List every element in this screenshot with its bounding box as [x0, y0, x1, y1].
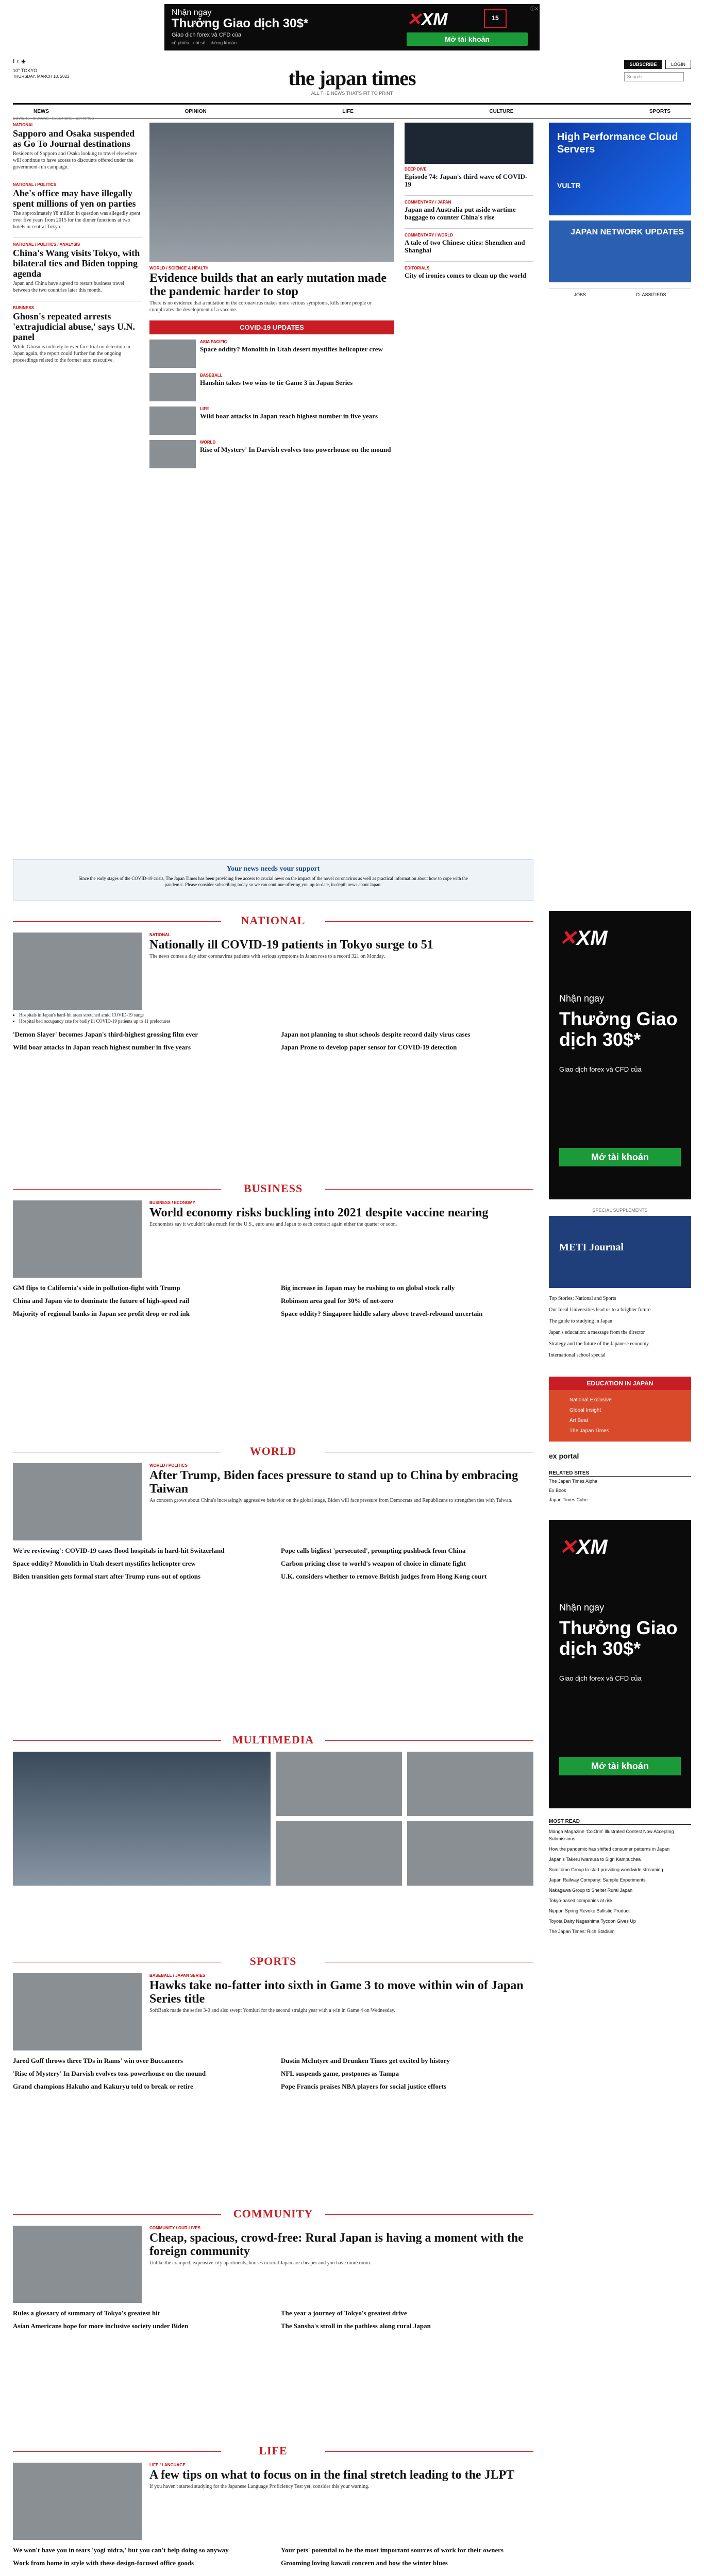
story-kicker: COMMENTARY / WORLD — [405, 233, 454, 238]
story-dek: Japan and China have agreed to restart business travel between the two countries later this month. — [13, 281, 125, 293]
sports-lead[interactable] — [13, 1973, 533, 2050]
business-section — [13, 1179, 533, 1317]
story-image[interactable] — [13, 1200, 142, 1278]
story-title[interactable]: Hanshin takes two wins to tie Game 3 in Japan Series — [200, 379, 353, 386]
story-title[interactable]: Biden transition gets formal start after Trump runs out of options — [13, 1572, 200, 1580]
story-kicker: NATIONAL / POLITICS / ANALYSIS — [13, 242, 80, 247]
story-dek: SoftBank made the series 3-0 and also swept Yomiuri for the second straight year with a win in Game 4 on Wednesday. — [149, 2008, 395, 2013]
video-thumb[interactable] — [276, 1752, 402, 1816]
most-read-link[interactable]: The Japan Times: Rich Stadium — [549, 1929, 615, 1934]
story-title[interactable]: Abe's office may have illegally spent millions of yen on parties — [13, 188, 136, 209]
sidebar-ad-line2: Thưởng Giao dịch 30$* — [559, 1617, 678, 1659]
story[interactable] — [13, 182, 142, 230]
story-title[interactable]: We won't have you in tears 'yogi nidra,' but you can't help doing so anyway — [13, 2546, 229, 2554]
jobs-tabs — [549, 289, 691, 297]
nav-opinion[interactable]: OPINION — [185, 108, 207, 114]
story[interactable] — [405, 167, 533, 188]
meti-journal-banner[interactable]: METI Journal — [549, 1216, 691, 1288]
related-sites-list — [549, 1477, 691, 1504]
sidebar-ad-line3: Giao dịch forex và CFD của — [559, 1674, 642, 1682]
story-title[interactable]: Dustin McIntyre and Drunken Times get excited by history — [281, 2057, 450, 2064]
story[interactable] — [13, 306, 142, 364]
education-link[interactable]: The Japan Times — [569, 1428, 609, 1434]
story-kicker: LIFE / LANGUAGE — [149, 2463, 186, 2467]
story-kicker: WORLD — [200, 440, 216, 445]
story-dek: While Ghosn is unlikely to ever face trial on detention in Japan again, the report could further fan the ongoing proceedings related to the former auto executive. — [13, 344, 130, 363]
login-button[interactable]: LOGIN — [665, 60, 691, 69]
related-site-link[interactable]: Ex Book — [549, 1488, 566, 1493]
tab-jobs[interactable]: JOBS — [574, 292, 586, 297]
story-kicker: ASIA PACIFIC — [200, 340, 227, 344]
story-kicker: LIFE — [200, 406, 209, 411]
special-supplements-label: SPECIAL SUPPLEMENTS — [592, 1208, 648, 1213]
sidebar-lower — [549, 911, 691, 1935]
story-kicker: WORLD / SCIENCE & HEALTH — [149, 266, 209, 270]
supplement-link[interactable]: Top Stories: National and Sports — [549, 1296, 616, 1301]
story-title[interactable]: GM flips to California's side in pollution-fight with Trump — [13, 1284, 180, 1292]
video-thumb[interactable] — [407, 1752, 533, 1816]
ad-banner[interactable] — [164, 4, 540, 50]
twitter-icon[interactable]: t — [17, 59, 19, 64]
story-kicker: COMMENTARY / JAPAN — [405, 200, 451, 205]
most-read-link[interactable]: Nakagawa Group to Shelter Rural Japan — [549, 1888, 633, 1893]
network-updates-banner[interactable]: JAPAN NETWORK UPDATES — [549, 221, 691, 282]
story-title[interactable]: Japan not planning to shut schools despite record daily virus cases — [281, 1030, 471, 1038]
support-body: Since the early stages of the COVID-19 crisis, The Japan Times has been providing free access to crucial news on the impact of the novel coronavirus as well as practical information about how to cope with the pandemic. Please consider subscribing today so we can continue offering you up-to-date, in-depth news about Japan. — [78, 876, 468, 887]
story-title[interactable]: A tale of two Chinese cities: Shenzhen and Shanghai — [405, 239, 525, 254]
life-grid — [13, 2546, 533, 2567]
story-title[interactable]: Wild boar attacks in Japan reach highest number in five years — [13, 1043, 191, 1051]
sub-story[interactable] — [149, 340, 394, 368]
section-title[interactable]: BUSINESS — [13, 1182, 533, 1195]
story-image[interactable] — [13, 1463, 142, 1540]
story-title[interactable]: Jared Goff throws three TDs in Rams' win over Buccaneers — [13, 2057, 183, 2064]
education-link[interactable]: Art Beat — [569, 1418, 589, 1423]
rss-icon[interactable]: ◉ — [21, 59, 26, 64]
related-link[interactable]: • Hospital bed occupancy rate for badly ill COVID-19 patients up to 11 prefectures — [19, 1018, 533, 1024]
tab-classifieds[interactable]: CLASSIFIEDS — [635, 292, 666, 297]
story-image[interactable] — [13, 1973, 142, 2050]
ad-line4: cổ phiếu · chỉ số · chứng khoán — [172, 40, 237, 45]
cloud-ad-title: High Performance Cloud Servers — [557, 131, 678, 155]
section-title[interactable]: COMMUNITY — [13, 2207, 533, 2221]
national-lead[interactable] — [13, 933, 533, 1010]
sub-stories — [149, 340, 394, 473]
sidebar-top — [549, 123, 691, 297]
world-grid — [13, 1547, 533, 1580]
sidebar-ad[interactable] — [549, 911, 691, 1199]
topic-ticker[interactable]: COVID-19 · UKRAINE · ELECTIONS · OLYMPICS — [13, 117, 94, 121]
ad-logo: ✕XM — [407, 10, 448, 29]
story-title[interactable]: Sapporo and Osaka suspended as Go To Journal destinations — [13, 128, 135, 149]
story-kicker: WORLD / POLITICS — [149, 1463, 188, 1468]
section-title[interactable]: NATIONAL — [13, 914, 533, 927]
story-kicker: NATIONAL — [149, 933, 171, 937]
story-title[interactable]: Pope calls bigliest 'persecuted', prompting pushback from China — [281, 1547, 466, 1554]
most-read-link[interactable]: Japan's Takeru Iwamura to Sign Kampuchea — [549, 1857, 641, 1862]
subscribe-button[interactable]: SUBSCRIBE — [624, 60, 662, 69]
story-title[interactable]: The year a journey of Tokyo's greatest drive — [281, 2309, 407, 2317]
story-thumb[interactable] — [149, 440, 196, 468]
lead-title[interactable]: Evidence builds that an early mutation made the pandemic harder to stop — [149, 272, 387, 298]
ex-portal-logo[interactable]: ex portal — [549, 1452, 579, 1460]
story-dek: As concern grows about China's increasingly aggressive behavior on the global stage, Biden will face pressure from Democrats and Republicans to strengthen ties with Taiwan. — [149, 1498, 513, 1503]
business-lead[interactable] — [13, 1200, 533, 1278]
story-thumb[interactable] — [149, 340, 196, 368]
supplement-link[interactable]: Japan's education: a message from the director — [549, 1330, 645, 1335]
supplement-link[interactable]: International school special — [549, 1352, 606, 1358]
education-list — [549, 1390, 691, 1442]
supplement-links — [549, 1293, 691, 1361]
story-image[interactable] — [13, 2226, 142, 2303]
section-title[interactable]: WORLD — [13, 1445, 533, 1458]
community-grid — [13, 2309, 533, 2330]
supplement-link[interactable]: Strategy and the future of the Japanese economy — [549, 1341, 649, 1347]
national-section — [13, 911, 533, 1051]
sports-grid — [13, 2057, 533, 2090]
story-kicker: DEEP DIVE — [405, 167, 427, 172]
education-link[interactable]: National Exclusive — [569, 1397, 612, 1403]
related-sites-title: RELATED SITES — [549, 1470, 691, 1477]
story[interactable] — [405, 233, 533, 254]
story-image[interactable] — [13, 933, 142, 1010]
ad-line2: Thưởng Giao dịch 30$* — [172, 16, 309, 30]
header-actions — [624, 60, 691, 81]
search-input[interactable]: Search — [624, 72, 684, 81]
story-title[interactable]: Japan and Australia put aside wartime baggage to counter China's rise — [405, 206, 516, 221]
most-read-link[interactable]: Japan Railway Company: Sample Experiments — [549, 1877, 646, 1883]
most-read-link[interactable]: Nippon Spring Revoke Ballistic Product — [549, 1908, 630, 1913]
header-date: THURSDAY, MARCH 10, 2022 — [13, 74, 70, 79]
ad-line3: Giao dịch forex và CFD của — [172, 32, 242, 38]
top-right-column — [405, 123, 533, 286]
story-title[interactable]: Grooming loving kawaii concern and how the winter blues — [281, 2559, 448, 2567]
podcast-image[interactable] — [405, 123, 533, 164]
community-lead[interactable] — [13, 2226, 533, 2303]
story-title[interactable]: Cheap, spacious, crowd-free: Rural Japan is having a moment with the foreign community — [149, 2231, 524, 2258]
site-logo[interactable]: the japan times — [288, 66, 416, 90]
life-lead[interactable] — [13, 2463, 533, 2540]
story-title[interactable]: Rise of Mystery' In Darvish evolves toss powerhouse on the mound — [200, 446, 391, 453]
related-bullets — [19, 1012, 533, 1024]
story-dek: Economists say it wouldn't take much for the U.S., euro area and Japan to each contract again either the quarter or soon. — [149, 1222, 397, 1227]
story-title[interactable]: Wild boar attacks in Japan reach highest number in five years — [200, 412, 378, 420]
story-title[interactable]: Space oddity? Singapore hiddle salary above travel-rebound uncertain — [281, 1310, 483, 1317]
sidebar-ad-cta[interactable]: Mở tài khoản — [559, 1757, 681, 1775]
related-site-link[interactable]: Japan Times Cube — [549, 1497, 588, 1502]
story-thumb[interactable] — [149, 406, 196, 435]
sidebar-ad-logo: ✕XM — [559, 1536, 608, 1558]
weather: 10° TOKYO — [13, 68, 38, 73]
ad-anniversary-badge: 15 — [484, 9, 507, 28]
story-dek: Residents of Sapporo and Osaka looking to travel elsewhere will continue to have access to discounts offered under the government-run campaign. — [13, 151, 138, 170]
story-title[interactable]: China's Wang visits Tokyo, with bilateral ties and Biden topping agenda — [13, 248, 140, 279]
story-title[interactable]: Big increase in Japan may be rushing to on global stock rally — [281, 1284, 455, 1292]
tagline: ALL THE NEWS THAT'S FIT TO PRINT — [311, 91, 393, 96]
story-kicker: NATIONAL / POLITICS — [13, 182, 57, 187]
support-box — [13, 859, 533, 901]
story-title[interactable]: Pope Francis praises NBA players for social justice efforts — [281, 2082, 447, 2090]
main-nav — [13, 103, 691, 118]
story-title[interactable]: Carbon pricing close to world's weapon of choice in climate fight — [281, 1560, 466, 1567]
story-kicker: NATIONAL — [13, 123, 34, 127]
story[interactable] — [13, 123, 142, 171]
sidebar-ad-line2: Thưởng Giao dịch 30$* — [559, 1008, 678, 1050]
site-header — [0, 56, 704, 123]
main-content — [13, 123, 691, 2576]
story[interactable] — [405, 266, 533, 279]
story-kicker: EDITORIALS — [405, 266, 430, 270]
video-thumb[interactable] — [407, 1821, 533, 1886]
video-main[interactable] — [13, 1752, 271, 1886]
story-title[interactable]: China and Japan vie to dominate the future of high-speed rail — [13, 1297, 190, 1304]
covid-updates-bar[interactable]: COVID-19 UPDATES — [149, 320, 394, 334]
facebook-icon[interactable]: f — [13, 59, 15, 64]
story-title[interactable]: Rules a glossary of summary of Tokyo's greatest hit — [13, 2309, 160, 2317]
cloud-ad-brand: VULTR — [557, 181, 581, 190]
most-read-link[interactable]: Tokyo-based companies at risk — [549, 1898, 613, 1903]
sub-story[interactable] — [149, 406, 394, 435]
sidebar-ad-line1: Nhận ngay — [559, 993, 605, 1004]
story-title[interactable]: Ghosn's repeated arrests 'extrajudicial abuse,' says U.N. panel — [13, 311, 136, 342]
sidebar-ad-logo: ✕XM — [559, 927, 608, 950]
story-title[interactable]: Episode 74: Japan's third wave of COVID-19 — [405, 173, 528, 188]
story-dek: The news comes a day after coronavirus patients with serious symptoms in Japan rose to a record 321 on Monday. — [149, 954, 385, 959]
support-title: Your news needs your support — [226, 865, 320, 873]
sub-story[interactable] — [149, 373, 394, 401]
story-kicker: BASEBALL — [200, 373, 223, 378]
story-title[interactable]: Japan Prone to develop paper sensor for COVID-19 detection — [281, 1043, 457, 1051]
most-read-title: MOST READ — [549, 1819, 691, 1825]
sidebar-ad-line1: Nhận ngay — [559, 1602, 605, 1613]
story-kicker: BASEBALL / JAPAN SERIES — [149, 1973, 206, 1978]
supplement-link[interactable]: The guide to studying in Japan — [549, 1318, 613, 1324]
story-title[interactable]: After Trump, Biden faces pressure to stand up to China by embracing Taiwan — [149, 1469, 518, 1496]
multimedia-row — [13, 1752, 533, 1886]
story-title[interactable]: U.K. considers whether to remove British judges from Hong Kong court — [281, 1572, 487, 1580]
education-banner[interactable]: EDUCATION IN JAPAN — [549, 1377, 691, 1390]
story-title[interactable]: Space oddity? Monolith in Utah desert mystifies helicopter crew — [13, 1560, 196, 1567]
nav-sports[interactable]: SPORTS — [649, 108, 671, 114]
story-title[interactable]: Nationally ill COVID-19 patients in Tokyo surge to 51 — [149, 938, 433, 952]
story-kicker: BUSINESS — [13, 306, 34, 310]
cloud-ad[interactable] — [549, 123, 691, 215]
story-dek: There is no evidence that a mutation in the coronavirus makes more serious symptoms, kills more people or complicates the development of a vaccine. — [149, 300, 372, 313]
story-title[interactable]: 'Demon Slayer' becomes Japan's third-highest grossing film ever — [13, 1030, 198, 1038]
section-title[interactable]: MULTIMEDIA — [13, 1733, 533, 1747]
multimedia-section — [13, 1730, 533, 1886]
story-title[interactable]: 'Rise of Mystery' In Darvish evolves toss powerhouse on the mound — [13, 2070, 206, 2077]
story-title[interactable]: Space oddity? Monolith in Utah desert mystifies helicopter crew — [200, 345, 383, 353]
nav-news[interactable]: NEWS — [33, 108, 49, 114]
supplement-link[interactable]: Our Ideal Universities lead us to a brighter future — [549, 1307, 651, 1313]
sidebar-ad-line3: Giao dịch forex và CFD của — [559, 1065, 642, 1073]
world-lead[interactable] — [13, 1463, 533, 1540]
story-title[interactable]: Robinson area goal for 30% of net-zero — [281, 1297, 394, 1304]
education-link[interactable]: Global Insight — [569, 1408, 601, 1413]
top-center-column — [149, 123, 394, 473]
story-title[interactable]: NFL suspends game, postpones as Tampa — [281, 2070, 399, 2077]
community-section — [13, 2204, 533, 2330]
story-dek: If you haven't started studying for the Japanese Language Proficiency Test yet, consider this your warning. — [149, 2484, 370, 2489]
national-grid — [13, 1030, 533, 1051]
story-image[interactable] — [13, 2463, 142, 2540]
story-title[interactable]: World economy risks buckling into 2021 despite vaccine nearing — [149, 1206, 489, 1219]
most-read-link[interactable]: Sumitomo Group to start providing worldwide streaming — [549, 1867, 663, 1872]
story[interactable] — [13, 242, 142, 294]
business-grid — [13, 1284, 533, 1317]
sidebar-ad-2[interactable] — [549, 1520, 691, 1808]
world-section — [13, 1442, 533, 1580]
social-icons — [13, 59, 26, 64]
ad-close-icon[interactable]: ⓘ✕ — [530, 6, 539, 11]
story-dek: The approximately ¥8 million in question was allegedly spent over five years from 2015 for the dinner functions at two hotels in central Tokyo. — [13, 211, 141, 230]
lead-image[interactable] — [149, 123, 394, 262]
story-title[interactable]: Your pets' potential to be the most important sources of work for their owners — [281, 2546, 504, 2554]
most-read-link[interactable]: Toyota Dairy Nagashima Tycoon Gives Up — [549, 1919, 636, 1924]
nav-culture[interactable]: CULTURE — [489, 108, 514, 114]
sidebar-ad-cta[interactable]: Mở tài khoản — [559, 1148, 681, 1166]
story-thumb[interactable] — [149, 373, 196, 401]
story-title[interactable]: Grand champions Hakuho and Kakuryu told to break or retire — [13, 2082, 193, 2090]
most-read-link[interactable]: Manga Magazine 'ColOrin' Illustrated Contest Now Accepting Submissions — [549, 1829, 674, 1841]
story[interactable] — [405, 200, 533, 221]
story-title[interactable]: Majority of regional banks in Japan see profit drop or red ink — [13, 1310, 190, 1317]
related-link[interactable]: • Hospitals in Japan's hard-hit areas stretched amid COVID-19 surge — [19, 1012, 533, 1018]
sports-section — [13, 1952, 533, 2090]
most-read-link[interactable]: How the pandemic has shifted consumer patterns in Japan — [549, 1846, 670, 1852]
story-title[interactable]: City of ironies comes to clean up the world — [405, 272, 526, 279]
ad-cta-button[interactable]: Mở tài khoản — [407, 32, 528, 46]
story-kicker: BUSINESS / ECONOMY — [149, 1200, 195, 1205]
ad-line1: Nhận ngay — [172, 8, 212, 17]
most-read-list — [549, 1828, 691, 1935]
video-thumb[interactable] — [276, 1821, 402, 1886]
story-title[interactable]: Work from home in style with these design-focused office goods — [13, 2559, 194, 2567]
section-title[interactable]: SPORTS — [13, 1955, 533, 1968]
sub-story[interactable] — [149, 440, 394, 468]
section-title[interactable]: LIFE — [13, 2444, 533, 2458]
story-title[interactable]: A few tips on what to focus on in the final stretch leading to the JLPT — [149, 2468, 515, 2482]
story-title[interactable]: The Sansha's stroll in the pathless along rural Japan — [281, 2322, 431, 2330]
story-kicker: COMMUNITY / OUR LIVES — [149, 2226, 200, 2230]
nav-life[interactable]: LIFE — [342, 108, 354, 114]
top-left-column — [13, 123, 142, 371]
lead-story[interactable] — [149, 266, 394, 313]
story-dek: Unlike the cramped, expensive city apartments, houses in rural Japan are cheaper and you have more room. — [149, 2260, 372, 2266]
story-title[interactable]: We're reviewing': COVID-19 cases flood hospitals in hard-hit Switzerland — [13, 1547, 225, 1554]
story-title[interactable]: Asian Americans hope for more inclusive society under Biden — [13, 2322, 189, 2330]
top-ad-banner[interactable] — [0, 0, 704, 50]
story-title[interactable]: Hawks take no-fatter into sixth in Game 3 to move within win of Japan Series title — [149, 1979, 524, 2006]
life-section — [13, 2441, 533, 2567]
related-site-link[interactable]: The Japan Times Alpha — [549, 1479, 598, 1484]
